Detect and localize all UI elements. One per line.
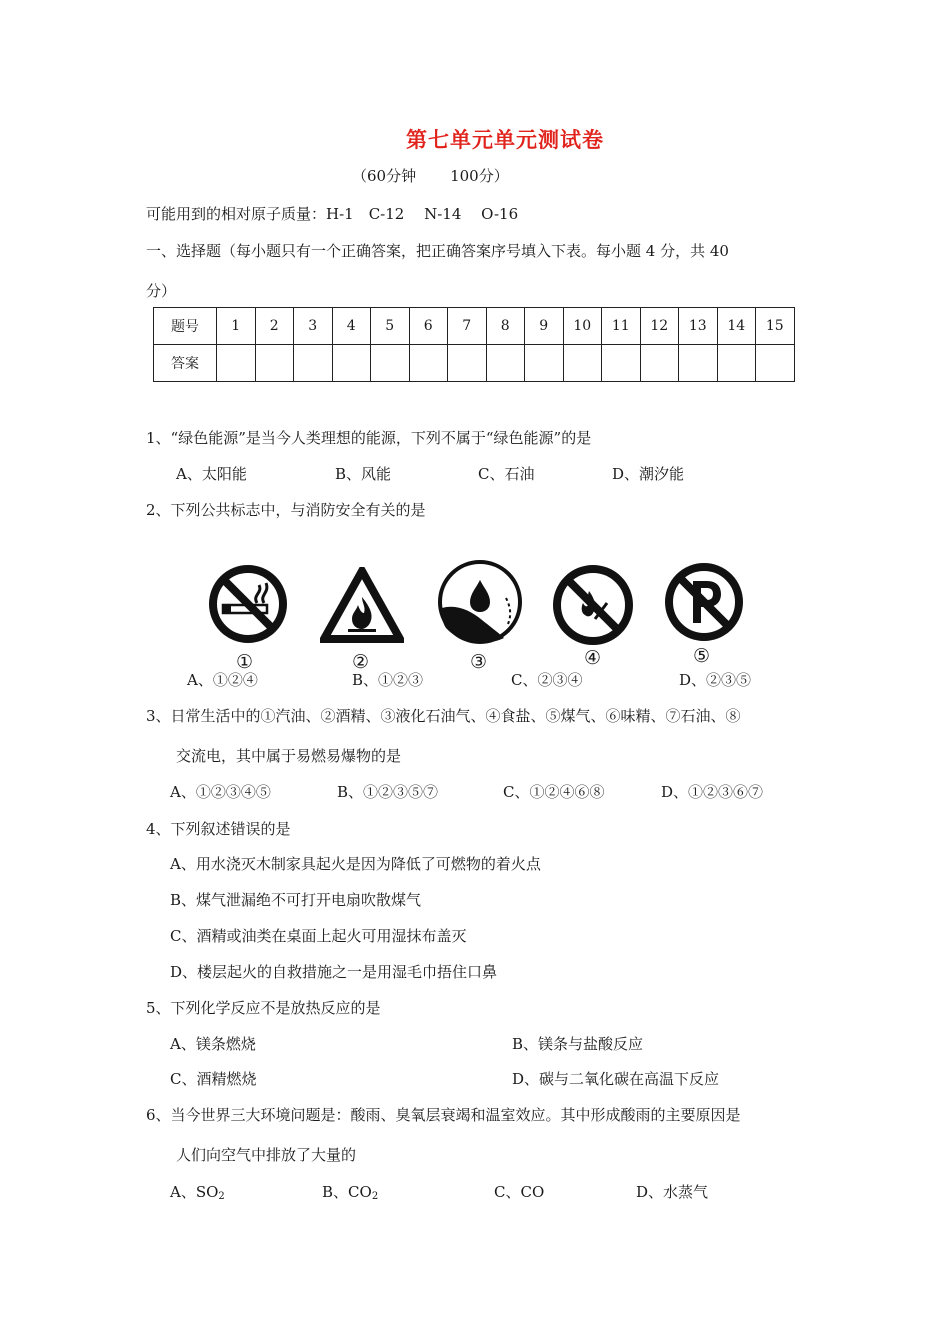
section1-instruction-line2: 分） (146, 282, 177, 300)
question-number-cell: 3 (294, 308, 333, 345)
question-number-cell: 5 (371, 308, 410, 345)
q1-option-a: A、太阳能 (176, 465, 247, 483)
question-number-cell: 11 (602, 308, 641, 345)
answer-cell[interactable] (602, 345, 641, 382)
q6-option-b-subscript: 2 (371, 1191, 379, 1202)
q2-stem: 2、下列公共标志中，与消防安全有关的是 (146, 501, 426, 519)
answer-cell[interactable] (294, 345, 333, 382)
question-number-cell: 13 (679, 308, 718, 345)
no-smoking-icon (207, 563, 289, 645)
q5-stem: 5、下列化学反应不是放热反应的是 (146, 999, 381, 1017)
question-number-cell: 9 (525, 308, 564, 345)
answer-cell[interactable] (486, 345, 525, 382)
sign-label-4: ④ (584, 647, 602, 669)
q6-option-b-text: B、CO (322, 1183, 372, 1201)
answer-cell[interactable] (563, 345, 602, 382)
sign-label-5: ⑤ (693, 645, 711, 667)
question-number-cell: 10 (563, 308, 602, 345)
atomic-masses: 可能用到的相对原子质量：H-1 C-12 N-14 O-16 (146, 205, 519, 223)
answer-cell[interactable] (371, 345, 410, 382)
q6-option-a (170, 1181, 225, 1202)
q3-option-c: C、①②④⑥⑧ (503, 783, 605, 801)
q2-option-b: B、①②③ (352, 671, 424, 689)
sign-label-3: ③ (470, 651, 488, 673)
answer-cell[interactable] (679, 345, 718, 382)
answer-cell[interactable] (525, 345, 564, 382)
answer-table-number-row (154, 308, 795, 345)
q6-option-a-text: A、SO (170, 1183, 219, 1201)
q6-stem-line1: 6、当今世界三大环境问题是：酸雨、臭氧层衰竭和温室效应。其中形成酸雨的主要原因是 (146, 1106, 741, 1124)
q4-option-a: A、用水浇灭木制家具起火是因为降低了可燃物的着火点 (170, 855, 541, 873)
q5-option-b: B、镁条与盐酸反应 (512, 1035, 644, 1053)
no-parking-icon (663, 561, 745, 643)
row-label-number: 题号 (154, 308, 217, 345)
q2-option-a: A、①②④ (187, 671, 258, 689)
answer-cell[interactable] (448, 345, 487, 382)
answer-cell[interactable] (756, 345, 795, 382)
answer-table (153, 307, 795, 382)
exam-time: （60分钟 (352, 167, 417, 185)
answer-cell[interactable] (409, 345, 448, 382)
q4-option-c: C、酒精或油类在桌面上起火可用湿抹布盖灭 (170, 927, 467, 945)
section1-instruction-line1: 一、选择题（每小题只有一个正确答案，把正确答案序号填入下表。每小题 4 分，共 40 (146, 242, 729, 260)
q1-option-b: B、风能 (335, 465, 392, 483)
q3-option-a: A、①②③④⑤ (170, 783, 271, 801)
answer-cell[interactable] (217, 345, 256, 382)
question-number-cell: 6 (409, 308, 448, 345)
answer-cell[interactable] (255, 345, 294, 382)
q3-stem-line1: 3、日常生活中的①汽油、②酒精、③液化石油气、④食盐、⑤煤气、⑥味精、⑦石油、⑧ (146, 707, 741, 725)
q3-option-b: B、①②③⑤⑦ (337, 783, 439, 801)
question-number-cell: 7 (448, 308, 487, 345)
question-number-cell: 12 (640, 308, 679, 345)
q5-option-a: A、镁条燃烧 (170, 1035, 256, 1053)
row-label-answer: 答案 (154, 345, 217, 382)
q1-option-c: C、石油 (478, 465, 535, 483)
exam-duration-score (352, 165, 543, 186)
q4-option-b: B、煤气泄漏绝不可打开电扇吹散煤气 (170, 891, 422, 909)
question-number-cell: 2 (255, 308, 294, 345)
question-number-cell: 1 (217, 308, 256, 345)
no-open-flame-icon (551, 563, 635, 647)
q6-option-c: C、CO (494, 1183, 545, 1201)
q6-stem-line2: 人们向空气中排放了大量的 (176, 1146, 357, 1164)
answer-cell[interactable] (332, 345, 371, 382)
question-number-cell: 8 (486, 308, 525, 345)
question-number-cell: 14 (717, 308, 756, 345)
q5-option-c: C、酒精燃烧 (170, 1070, 257, 1088)
q1-option-d: D、潮汐能 (612, 465, 685, 483)
q2-option-c: C、②③④ (511, 671, 583, 689)
q4-stem: 4、下列叙述错误的是 (146, 820, 291, 838)
question-number-cell: 15 (756, 308, 795, 345)
q4-option-d: D、楼层起火的自救措施之一是用湿毛巾捂住口鼻 (170, 963, 498, 981)
question-number-cell: 4 (332, 308, 371, 345)
q6-option-b (322, 1181, 378, 1202)
answer-table-answer-row (154, 345, 795, 382)
q2-option-d: D、②③⑤ (679, 671, 752, 689)
sign-label-2: ② (352, 651, 370, 673)
q3-stem-line2: 交流电，其中属于易燃易爆物的是 (176, 747, 402, 765)
water-drop-icon (436, 558, 524, 646)
q5-option-d: D、碳与二氧化碳在高温下反应 (512, 1070, 720, 1088)
answer-cell[interactable] (640, 345, 679, 382)
flammable-warning-icon (320, 567, 404, 643)
q6-option-a-subscript: 2 (218, 1191, 225, 1202)
sign-label-1: ① (236, 651, 254, 673)
page-title: 第七单元单元测试卷 (406, 127, 604, 152)
q6-option-d: D、水蒸气 (636, 1183, 709, 1201)
exam-total-score: 100分） (450, 167, 509, 185)
answer-cell[interactable] (717, 345, 756, 382)
q3-option-d: D、①②③⑥⑦ (661, 783, 764, 801)
q1-stem: 1、“绿色能源”是当今人类理想的能源，下列不属于“绿色能源”的是 (146, 429, 592, 447)
